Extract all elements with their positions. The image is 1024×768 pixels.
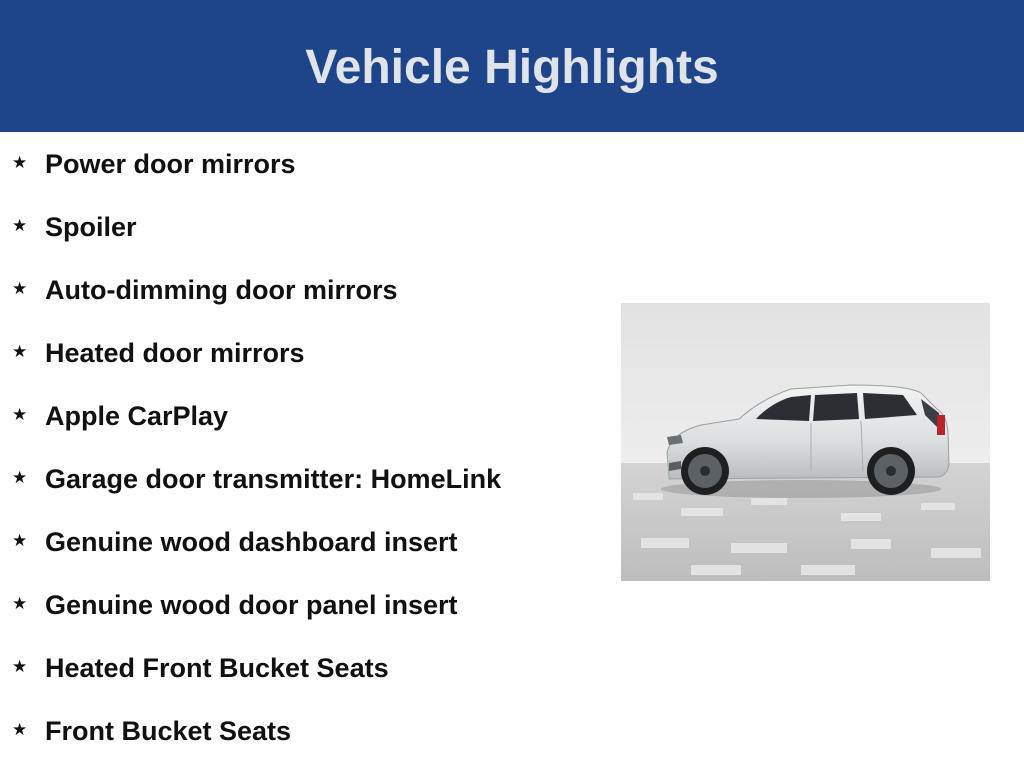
vehicle-illustration bbox=[621, 303, 990, 581]
star-icon: ★ bbox=[12, 405, 28, 425]
star-icon: ★ bbox=[12, 720, 28, 740]
highlight-label: Apple CarPlay bbox=[45, 401, 229, 431]
highlight-label: Heated door mirrors bbox=[45, 338, 305, 368]
highlight-label: Garage door transmitter: HomeLink bbox=[45, 464, 502, 494]
list-item bbox=[0, 400, 600, 440]
list-item bbox=[0, 274, 600, 314]
list-item bbox=[0, 526, 600, 566]
list-item bbox=[0, 463, 600, 503]
list-item bbox=[0, 715, 600, 755]
star-icon: ★ bbox=[12, 342, 28, 362]
star-icon: ★ bbox=[12, 153, 28, 173]
highlight-label: Power door mirrors bbox=[45, 149, 296, 179]
vehicle-photo bbox=[621, 303, 990, 581]
star-icon: ★ bbox=[12, 594, 28, 614]
list-item bbox=[0, 211, 600, 251]
highlight-label: Genuine wood dashboard insert bbox=[45, 527, 458, 557]
star-icon: ★ bbox=[12, 468, 28, 488]
highlight-label: Heated Front Bucket Seats bbox=[45, 653, 389, 683]
star-icon: ★ bbox=[12, 657, 28, 677]
highlight-label: Front Bucket Seats bbox=[45, 716, 292, 746]
highlight-label: Auto-dimming door mirrors bbox=[45, 275, 398, 305]
star-icon: ★ bbox=[12, 279, 28, 299]
list-item bbox=[0, 148, 600, 188]
header-banner bbox=[0, 0, 1024, 132]
highlight-label: Genuine wood door panel insert bbox=[45, 590, 458, 620]
highlight-label: Spoiler bbox=[45, 212, 137, 242]
list-item bbox=[0, 652, 600, 692]
page-title: Vehicle Highlights bbox=[305, 40, 719, 94]
list-item bbox=[0, 337, 600, 377]
star-icon: ★ bbox=[12, 216, 28, 236]
star-icon: ★ bbox=[12, 531, 28, 551]
list-item bbox=[0, 589, 600, 629]
